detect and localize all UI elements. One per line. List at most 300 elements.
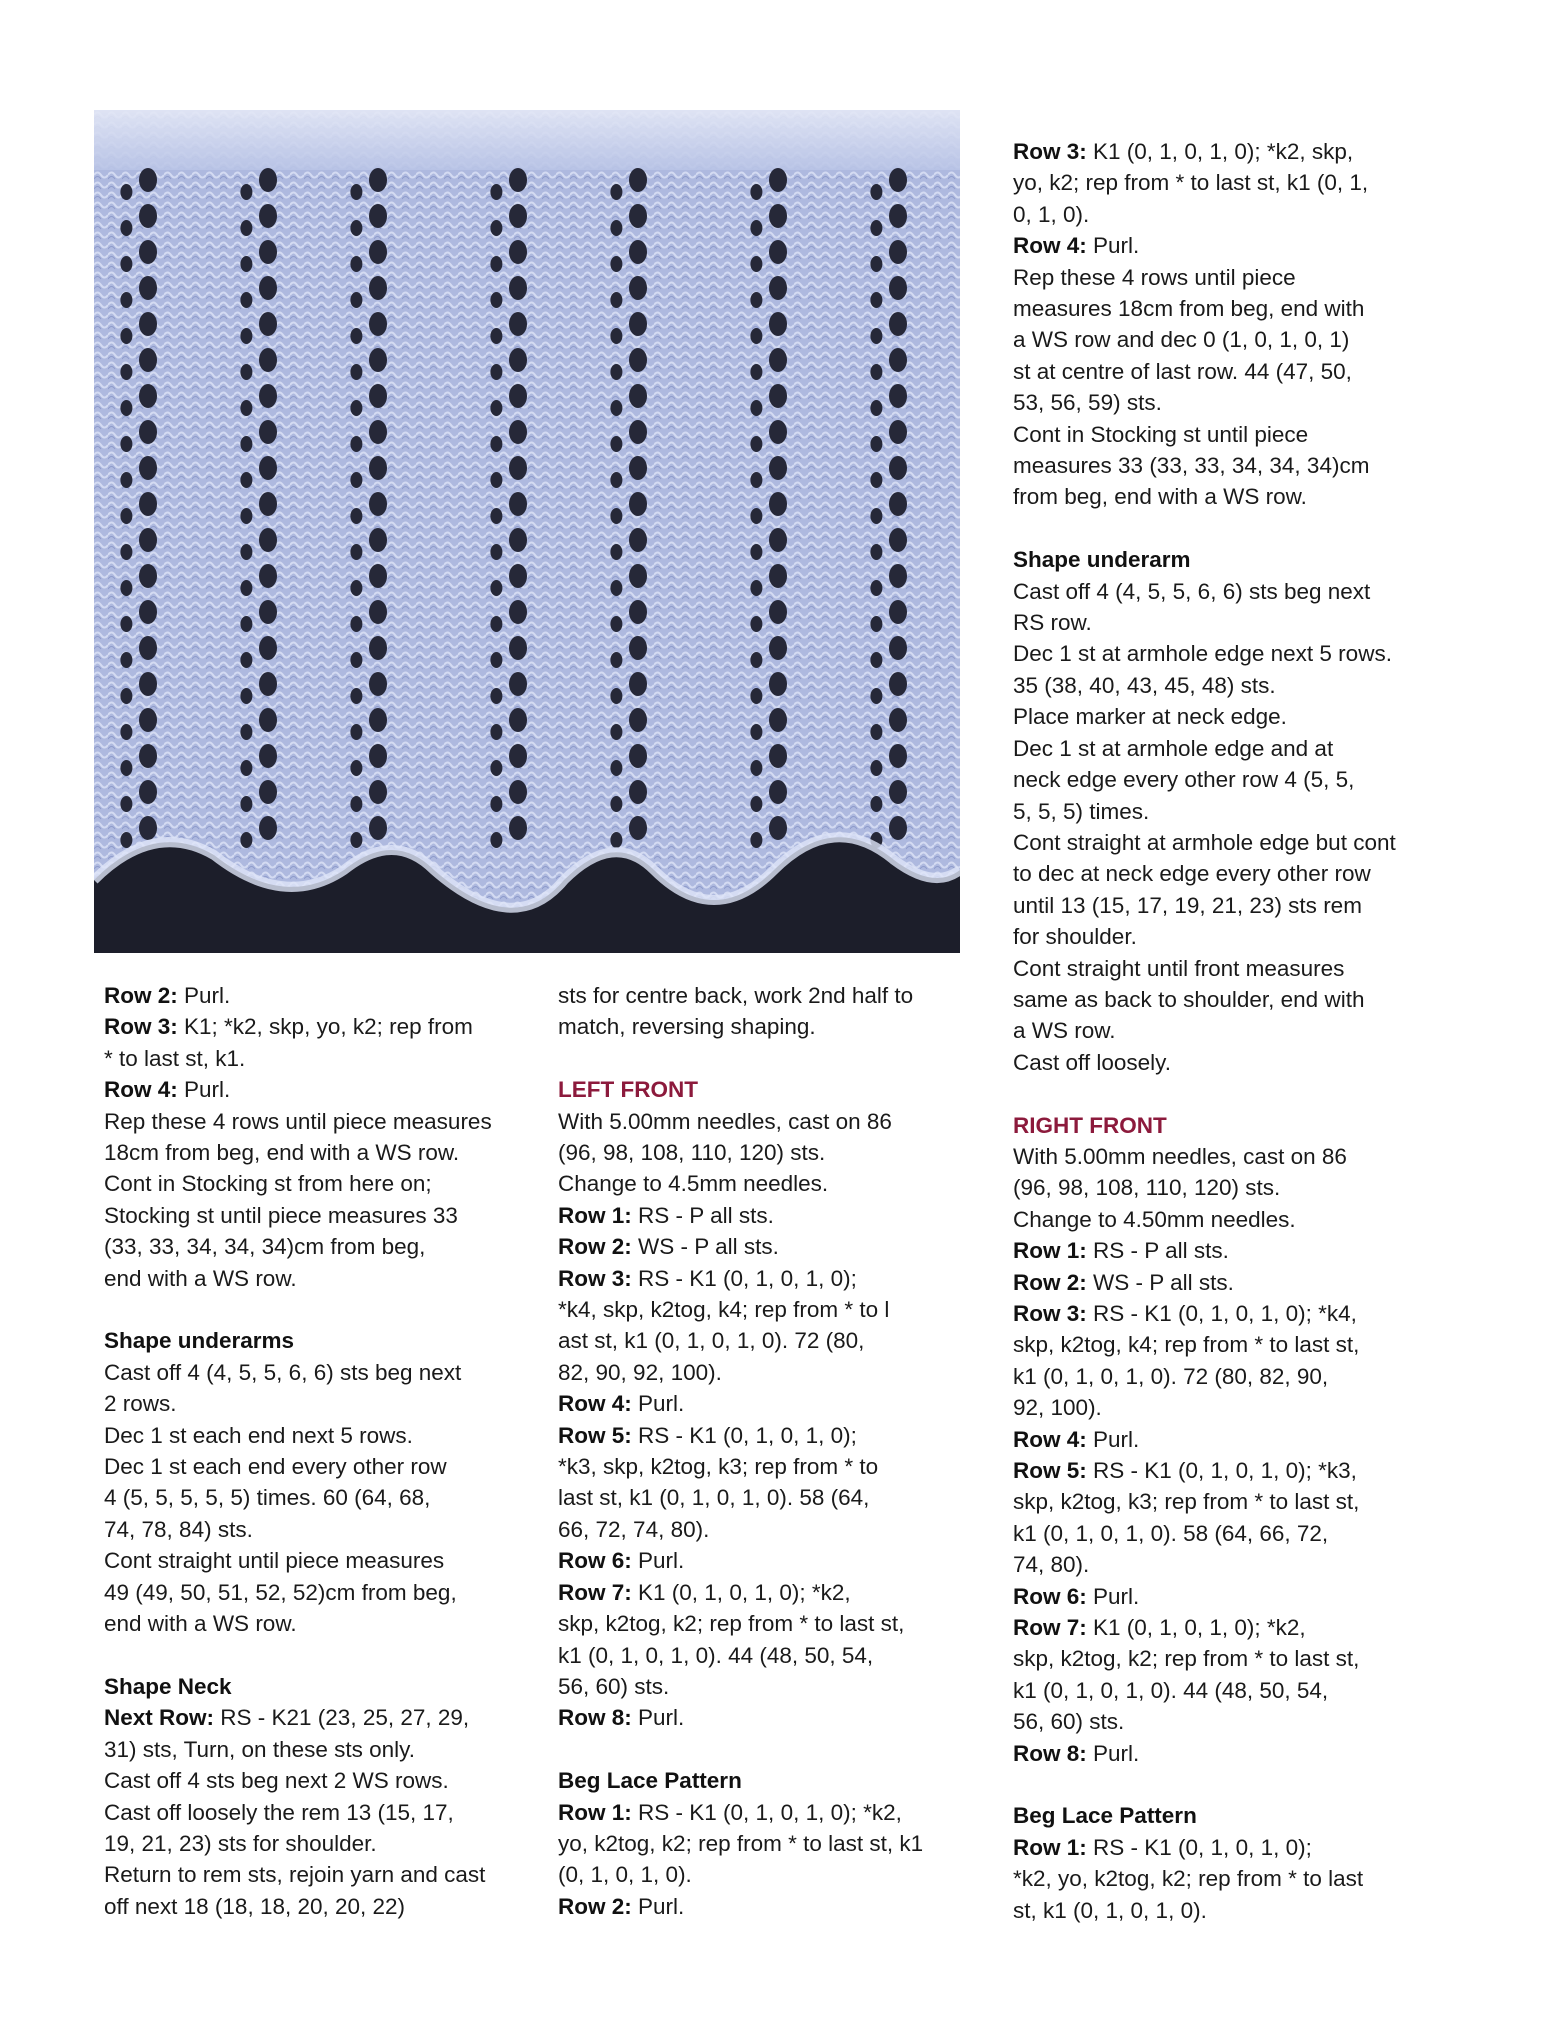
eyelet-hole (120, 364, 132, 380)
eyelet-hole (350, 508, 362, 524)
row-text: Purl. (1086, 1740, 1140, 1766)
eyelet-hole (750, 760, 762, 776)
eyelet-hole (509, 636, 527, 660)
eyelet-hole (610, 436, 622, 452)
eyelet-hole (769, 240, 787, 264)
eyelet-hole (120, 508, 132, 524)
eyelet-hole (610, 724, 622, 740)
eyelet-hole (350, 364, 362, 380)
eyelet-hole (769, 708, 787, 732)
eyelet-hole (369, 780, 387, 804)
eyelet-hole (490, 364, 502, 380)
eyelet-hole (139, 780, 157, 804)
row-text: RS - K21 (23, 25, 27, 29, 31) sts, Turn, on these sts only. Cast off 4 sts beg next 2 WS rows. Cast off loosely the rem 13 (15, 17, 19, 21, 23) sts for shoulder. Return to rem sts, rejoin yarn and cast off next 18 (18, 18, 20, 20, 22) (104, 1705, 486, 1919)
eyelet-hole (490, 616, 502, 632)
eyelet-hole (350, 256, 362, 272)
row-label: Row 8: (1013, 1740, 1087, 1766)
eyelet-hole (350, 220, 362, 236)
eyelet-hole (259, 600, 277, 624)
eyelet-hole (259, 456, 277, 480)
row-label: Row 4: (558, 1391, 632, 1417)
eyelet-hole (610, 580, 622, 596)
row-text: Purl. (631, 1893, 685, 1919)
eyelet-hole (259, 780, 277, 804)
eyelet-hole (769, 384, 787, 408)
eyelet-hole (629, 276, 647, 300)
eyelet-hole (120, 832, 132, 848)
eyelet-hole (120, 616, 132, 632)
eyelet-hole (889, 672, 907, 696)
eyelet-hole (139, 276, 157, 300)
eyelet-hole (139, 600, 157, 624)
eyelet-hole (629, 420, 647, 444)
eyelet-hole (259, 420, 277, 444)
eyelet-hole (139, 564, 157, 588)
eyelet-hole (350, 760, 362, 776)
eyelet-hole (240, 472, 252, 488)
eyelet-hole (490, 220, 502, 236)
eyelet-hole (139, 204, 157, 228)
eyelet-hole (509, 276, 527, 300)
eyelet-hole (120, 328, 132, 344)
eyelet-hole (870, 508, 882, 524)
eyelet-hole (120, 760, 132, 776)
row-text: RS - K1 (0, 1, 0, 1, 0); *k2, yo, k2tog, k2; rep from * to last st, k1 (0, 1, 0, 1, 0). (1013, 1834, 1364, 1923)
eyelet-hole (629, 600, 647, 624)
eyelet-hole (120, 400, 132, 416)
eyelet-hole (629, 528, 647, 552)
section-heading-right-front: RIGHT FRONT (1013, 1112, 1167, 1138)
eyelet-hole (259, 240, 277, 264)
row-text: RS - K1 (0, 1, 0, 1, 0); *k3, skp, k2tog, k3; rep from * to last st, k1 (0, 1, 0, 1, 0). 58 (64, 66, 72, 74, 80). (1013, 1458, 1360, 1578)
eyelet-hole (769, 672, 787, 696)
eyelet-hole (629, 348, 647, 372)
eyelet-hole (750, 508, 762, 524)
section-heading: Shape underarm (1013, 547, 1191, 573)
row-label: Row 3: (1013, 139, 1087, 164)
eyelet-hole (769, 528, 787, 552)
row-text: Purl. (177, 1077, 231, 1103)
eyelet-hole (750, 256, 762, 272)
eyelet-hole (870, 796, 882, 812)
row-label: Row 3: (558, 1265, 632, 1291)
eyelet-hole (769, 492, 787, 516)
row-text: Purl. (1086, 1426, 1140, 1452)
eyelet-hole (750, 436, 762, 452)
eyelet-hole (889, 708, 907, 732)
eyelet-hole (509, 708, 527, 732)
eyelet-hole (259, 672, 277, 696)
eyelet-hole (490, 184, 502, 200)
eyelet-hole (240, 760, 252, 776)
eyelet-hole (490, 544, 502, 560)
eyelet-hole (369, 744, 387, 768)
eyelet-hole (870, 688, 882, 704)
row-text: K1 (0, 1, 0, 1, 0); *k2, skp, yo, k2; rep from * to last st, k1 (0, 1, 0, 1, 0). (1013, 139, 1369, 227)
eyelet-hole (240, 544, 252, 560)
eyelet-hole (490, 400, 502, 416)
eyelet-hole (629, 744, 647, 768)
eyelet-hole (750, 688, 762, 704)
eyelet-hole (629, 708, 647, 732)
eyelet-hole (259, 744, 277, 768)
eyelet-hole (350, 832, 362, 848)
eyelet-hole (369, 168, 387, 192)
row-label: Row 6: (1013, 1583, 1087, 1609)
row-text: K1; *k2, skp, yo, k2; rep from * to last st, k1. (104, 1014, 473, 1071)
eyelet-hole (509, 816, 527, 840)
eyelet-hole (240, 436, 252, 452)
eyelet-hole (490, 796, 502, 812)
row-text: RS - K1 (0, 1, 0, 1, 0); *k2, yo, k2tog, k2; rep from * to last st, k1 (0, 1, 0, 1, 0). (558, 1799, 924, 1888)
eyelet-hole (889, 816, 907, 840)
eyelet-hole (369, 312, 387, 336)
eyelet-hole (750, 544, 762, 560)
eyelet-hole (629, 384, 647, 408)
row-label: Row 6: (558, 1548, 632, 1574)
eyelet-hole (610, 760, 622, 776)
row-label: Row 4: (1013, 233, 1087, 259)
eyelet-hole (240, 184, 252, 200)
eyelet-hole (509, 168, 527, 192)
eyelet-hole (629, 456, 647, 480)
eyelet-hole (870, 184, 882, 200)
eyelet-hole (350, 436, 362, 452)
row-text: K1 (0, 1, 0, 1, 0); *k2, skp, k2tog, k2; rep from * to last st, k1 (0, 1, 0, 1, 0). 44 (48, 50, 54, 56, 60) sts. (558, 1579, 905, 1699)
eyelet-hole (750, 472, 762, 488)
eyelet-hole (120, 724, 132, 740)
eyelet-hole (610, 832, 622, 848)
eyelet-hole (889, 492, 907, 516)
eyelet-hole (490, 688, 502, 704)
eyelet-hole (889, 204, 907, 228)
eyelet-hole (369, 276, 387, 300)
eyelet-hole (610, 400, 622, 416)
eyelet-hole (240, 652, 252, 668)
eyelet-hole (870, 436, 882, 452)
row-label: Row 5: (1013, 1458, 1087, 1484)
eyelet-hole (120, 688, 132, 704)
eyelet-hole (490, 292, 502, 308)
eyelet-hole (889, 168, 907, 192)
eyelet-hole (509, 564, 527, 588)
eyelet-hole (750, 292, 762, 308)
eyelet-hole (259, 564, 277, 588)
eyelet-hole (750, 724, 762, 740)
eyelet-hole (259, 276, 277, 300)
eyelet-hole (369, 240, 387, 264)
row-text: RS - K1 (0, 1, 0, 1, 0); *k4, skp, k2tog, k4; rep from * to last st, k1 (0, 1, 0, 1, 0). 72 (80, 82, 90, 92, 100). (1013, 1301, 1360, 1421)
eyelet-hole (769, 204, 787, 228)
eyelet-hole (769, 456, 787, 480)
eyelet-hole (509, 528, 527, 552)
eyelet-hole (369, 708, 387, 732)
eyelet-hole (610, 544, 622, 560)
eyelet-hole (369, 420, 387, 444)
row-label: Row 3: (104, 1014, 178, 1040)
eyelet-hole (509, 312, 527, 336)
lace-swatch-photo (94, 110, 960, 953)
row-label: Row 7: (558, 1579, 632, 1605)
eyelet-hole (139, 312, 157, 336)
eyelet-hole (509, 348, 527, 372)
eyelet-hole (120, 256, 132, 272)
eyelet-hole (120, 436, 132, 452)
eyelet-hole (350, 292, 362, 308)
eyelet-hole (610, 796, 622, 812)
paragraph: Rep these 4 rows until piece measures 18cm from beg, end with a WS row and dec 0 (1, 0, 1, 0, 1) st at centre of last row. 44 (47, 50, 53, 56, 59) sts. Cont in Stocking st until piece measures 33 (33, 33, 34, 34, 34)cm from beg, end with a WS row. (1013, 264, 1370, 510)
eyelet-hole (120, 652, 132, 668)
eyelet-hole (769, 600, 787, 624)
eyelet-hole (610, 508, 622, 524)
eyelet-hole (889, 384, 907, 408)
eyelet-hole (509, 672, 527, 696)
eyelet-hole (350, 616, 362, 632)
row-text: Purl. (631, 1705, 685, 1731)
eyelet-hole (629, 492, 647, 516)
eyelet-hole (369, 564, 387, 588)
eyelet-hole (490, 580, 502, 596)
eyelet-hole (490, 508, 502, 524)
section-heading: Shape underarms (104, 1328, 295, 1354)
eyelet-hole (259, 816, 277, 840)
eyelet-hole (889, 312, 907, 336)
eyelet-hole (369, 204, 387, 228)
eyelet-hole (769, 744, 787, 768)
eyelet-hole (240, 508, 252, 524)
eyelet-hole (629, 780, 647, 804)
eyelet-hole (509, 600, 527, 624)
eyelet-hole (240, 400, 252, 416)
row-label: Row 2: (558, 1893, 632, 1919)
eyelet-hole (350, 580, 362, 596)
eyelet-hole (120, 796, 132, 812)
eyelet-hole (369, 600, 387, 624)
eyelet-hole (610, 652, 622, 668)
row-label: Row 1: (558, 1799, 632, 1825)
eyelet-hole (610, 364, 622, 380)
eyelet-hole (870, 472, 882, 488)
row-label: Row 4: (1013, 1426, 1087, 1452)
eyelet-hole (509, 456, 527, 480)
eyelet-hole (139, 528, 157, 552)
row-label: Row 1: (1013, 1834, 1087, 1860)
section-heading-left-front: LEFT FRONT (558, 1077, 698, 1103)
eyelet-hole (139, 168, 157, 192)
eyelet-hole (889, 564, 907, 588)
eyelet-hole (240, 292, 252, 308)
row-text: RS - K1 (0, 1, 0, 1, 0); *k3, skp, k2tog, k3; rep from * to last st, k1 (0, 1, 0, 1, 0). 58 (64, 66, 72, 74, 80). (558, 1422, 879, 1542)
eyelet-hole (120, 580, 132, 596)
eyelet-hole (259, 708, 277, 732)
eyelet-hole (870, 580, 882, 596)
eyelet-hole (769, 420, 787, 444)
eyelet-hole (369, 348, 387, 372)
eyelet-hole (490, 652, 502, 668)
eyelet-hole (750, 616, 762, 632)
row-label: Row 2: (1013, 1269, 1087, 1295)
paragraph: With 5.00mm needles, cast on 86 (96, 98, 108, 110, 120) sts. Change to 4.50mm needles. (1013, 1143, 1347, 1232)
eyelet-hole (369, 456, 387, 480)
eyelet-hole (490, 832, 502, 848)
row-text: Purl. (631, 1548, 685, 1574)
eyelet-hole (870, 544, 882, 560)
eyelet-hole (750, 832, 762, 848)
eyelet-hole (350, 796, 362, 812)
eyelet-hole (120, 472, 132, 488)
eyelet-hole (509, 384, 527, 408)
eyelet-hole (889, 600, 907, 624)
eyelet-hole (750, 328, 762, 344)
column-2 (558, 980, 978, 1922)
eyelet-hole (509, 204, 527, 228)
row-label: Row 2: (104, 983, 178, 1008)
eyelet-hole (120, 544, 132, 560)
eyelet-hole (769, 312, 787, 336)
eyelet-hole (750, 184, 762, 200)
eyelet-hole (350, 472, 362, 488)
row-label: Row 8: (558, 1705, 632, 1731)
eyelet-hole (629, 168, 647, 192)
eyelet-hole (870, 652, 882, 668)
eyelet-hole (369, 384, 387, 408)
eyelet-hole (259, 492, 277, 516)
eyelet-hole (769, 276, 787, 300)
eyelet-hole (629, 564, 647, 588)
eyelet-hole (509, 240, 527, 264)
paragraph: With 5.00mm needles, cast on 86 (96, 98, 108, 110, 120) sts. Change to 4.5mm needles. (558, 1108, 892, 1197)
eyelet-hole (769, 780, 787, 804)
row-text: WS - P all sts. (1086, 1269, 1234, 1295)
eyelet-hole (610, 220, 622, 236)
eyelet-hole (870, 220, 882, 236)
eyelet-hole (369, 528, 387, 552)
eyelet-hole (610, 184, 622, 200)
eyelet-hole (629, 672, 647, 696)
eyelet-hole (769, 564, 787, 588)
eyelet-hole (889, 240, 907, 264)
row-label: Row 2: (558, 1234, 632, 1260)
eyelet-hole (350, 724, 362, 740)
eyelet-hole (610, 472, 622, 488)
eyelet-hole (490, 256, 502, 272)
eyelet-hole (350, 688, 362, 704)
eyelet-hole (240, 580, 252, 596)
section-heading: Beg Lace Pattern (558, 1768, 742, 1794)
eyelet-hole (610, 616, 622, 632)
row-text: Purl. (631, 1391, 685, 1417)
eyelet-hole (870, 256, 882, 272)
eyelet-hole (139, 384, 157, 408)
column-3 (1013, 136, 1458, 1926)
row-label: Row 4: (104, 1077, 178, 1103)
eyelet-hole (369, 492, 387, 516)
eyelet-hole (139, 636, 157, 660)
eyelet-hole (509, 420, 527, 444)
eyelet-hole (240, 688, 252, 704)
eyelet-hole (350, 544, 362, 560)
eyelet-hole (350, 652, 362, 668)
eyelet-hole (750, 652, 762, 668)
eyelet-hole (509, 492, 527, 516)
row-label: Row 3: (1013, 1301, 1087, 1326)
eyelet-hole (750, 580, 762, 596)
eyelet-hole (889, 636, 907, 660)
paragraph: sts for centre back, work 2nd half to match, reversing shaping. (558, 983, 914, 1040)
row-text: RS - P all sts. (631, 1202, 774, 1228)
row-label: Next Row: (104, 1705, 215, 1731)
eyelet-hole (629, 636, 647, 660)
eyelet-hole (490, 472, 502, 488)
eyelet-hole (120, 220, 132, 236)
eyelet-hole (889, 744, 907, 768)
eyelet-hole (120, 292, 132, 308)
eyelet-hole (610, 292, 622, 308)
eyelet-hole (750, 364, 762, 380)
eyelet-hole (870, 364, 882, 380)
eyelet-hole (350, 400, 362, 416)
eyelet-hole (240, 256, 252, 272)
eyelet-hole (369, 672, 387, 696)
eyelet-hole (240, 364, 252, 380)
eyelet-hole (259, 348, 277, 372)
eyelet-hole (889, 276, 907, 300)
row-text: WS - P all sts. (631, 1234, 779, 1260)
lace-knit-swatch-icon (94, 110, 960, 953)
eyelet-hole (490, 328, 502, 344)
eyelet-hole (610, 328, 622, 344)
eyelet-hole (240, 328, 252, 344)
eyelet-hole (259, 168, 277, 192)
eyelet-hole (240, 616, 252, 632)
eyelet-hole (610, 256, 622, 272)
eyelet-hole (889, 456, 907, 480)
section-heading: Beg Lace Pattern (1013, 1803, 1197, 1829)
row-text: RS - P all sts. (1086, 1238, 1229, 1264)
eyelet-hole (259, 528, 277, 552)
eyelet-hole (889, 348, 907, 372)
eyelet-hole (139, 456, 157, 480)
eyelet-hole (139, 708, 157, 732)
eyelet-hole (629, 816, 647, 840)
eyelet-hole (350, 184, 362, 200)
eyelet-hole (240, 724, 252, 740)
eyelet-hole (870, 724, 882, 740)
row-label: Row 1: (558, 1202, 632, 1228)
section-heading: Shape Neck (104, 1673, 232, 1699)
eyelet-hole (369, 636, 387, 660)
row-text: Purl. (1086, 233, 1140, 259)
eyelet-hole (139, 744, 157, 768)
eyelet-hole (139, 348, 157, 372)
eyelet-hole (750, 400, 762, 416)
eyelet-hole (870, 760, 882, 776)
row-text: K1 (0, 1, 0, 1, 0); *k2, skp, k2tog, k2; rep from * to last st, k1 (0, 1, 0, 1, 0). 44 (48, 50, 54, 56, 60) sts. (1013, 1615, 1360, 1735)
eyelet-hole (139, 240, 157, 264)
eyelet-hole (509, 780, 527, 804)
eyelet-hole (120, 184, 132, 200)
eyelet-hole (629, 312, 647, 336)
eyelet-hole (240, 832, 252, 848)
eyelet-hole (769, 636, 787, 660)
eyelet-hole (139, 420, 157, 444)
eyelet-hole (750, 220, 762, 236)
row-label: Row 7: (1013, 1615, 1087, 1641)
row-text: Purl. (1086, 1583, 1140, 1609)
eyelet-hole (490, 724, 502, 740)
row-text: Purl. (177, 983, 231, 1008)
eyelet-hole (889, 420, 907, 444)
